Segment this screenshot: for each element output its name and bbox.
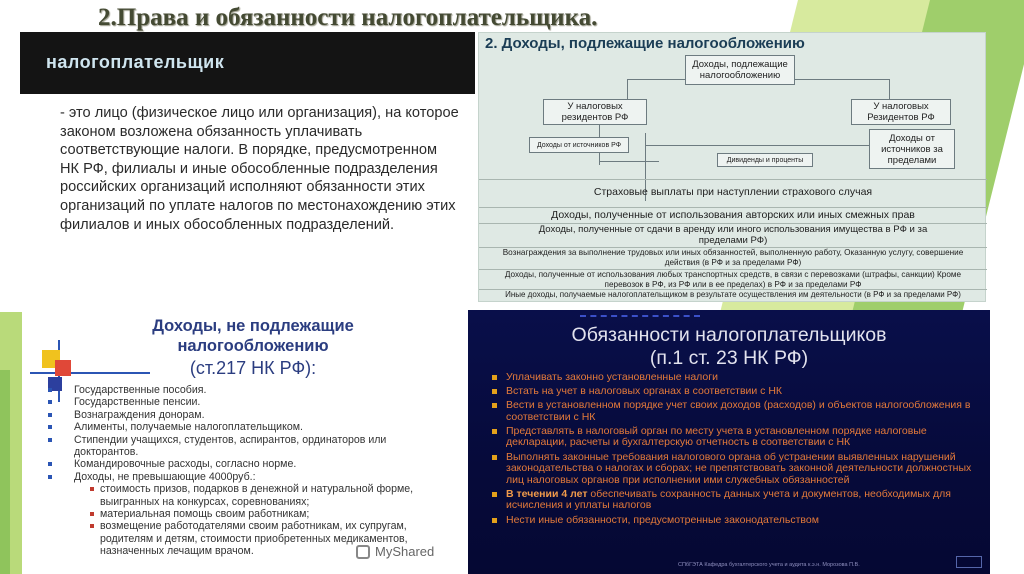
obligation-item [488,452,976,487]
sub-bullet-icon [90,487,94,491]
bullet-icon [492,403,497,408]
not-taxable-list [48,384,428,558]
sublist-item-text: стоимость призов, подарков в денежной и натуральной форме, выигранных на конкурсах, соревнованиях; [100,483,414,508]
list-item-text: Государственные пособия. [74,384,207,396]
list-item-text: Государственные пенсии. [74,396,201,409]
list-item-text: Алименты, получаемые налогоплательщиком. [74,421,303,434]
list-item-text: Командировочные расходы, согласно норме. [74,458,297,471]
sublist-item [74,508,428,520]
list-item [48,458,428,470]
bullet-icon [48,438,52,442]
bullet-icon [48,425,52,429]
sublist-item [74,483,428,508]
bullet-icon [48,388,52,392]
background-left-green-bar-dark [0,370,10,574]
decorative-square-red [55,360,71,376]
list-item [48,384,428,396]
diagram-row: Доходы, полученные от сдачи в аренду или иного использования имущества в РФ и за пределами РФ) [479,223,987,247]
obligation-item [488,489,976,512]
obligation-item [488,426,976,449]
decorative-dashes [580,315,700,319]
bullet-icon [492,455,497,460]
connector-line [889,79,890,101]
bullet-icon [48,400,52,404]
diagram-row: Вознаграждения за выполнение трудовых или иных обязанностей, выполненную работу, Оказанную услугу, совершение действия (в РФ и за пределами РФ) [479,247,987,269]
connector-line [645,145,870,146]
diagram-title: 2. Доходы, подлежащие налогообложению [485,35,805,52]
diagram-box-nonresidents: У налоговых Резидентов РФ [851,99,951,125]
connector-line [627,79,628,101]
not-taxable-title-line: Доходы, не подлежащие [152,317,354,335]
not-taxable-title [98,316,408,378]
diagram-row: Страховые выплаты при наступлении страхового случая [479,179,987,207]
taxable-income-diagram [478,32,986,302]
diagram-box-dividends: Дивиденды и проценты [717,153,813,167]
bullet-icon [48,475,52,479]
diagram-box-residents: У налоговых резидентов РФ [543,99,647,125]
footer-logo-icon [956,556,982,568]
bullet-icon [492,429,497,434]
myshared-logo-icon [356,545,370,559]
obligation-text: обеспечивать сохранность данных учета и документов, необходимых для исчисления и уплаты налогов [506,487,951,512]
watermark-text: MyShared [375,544,435,559]
obligations-title-article: (п.1 ст. 23 НК РФ) [649,347,809,369]
bullet-icon [48,462,52,466]
obligations-title-line: Обязанности налогоплательщиков [571,324,887,346]
diagram-row: Доходы, полученные от использования любых транспортных средств, в связи с перевозками (штрафы, санкции) Кроме перевозок в РФ, из РФ или в ее пределах) в РФ и за пределами РФ [479,269,987,291]
diagram-row: Иные доходы, получаемые налогоплательщиком в результате осуществления им деятельности (в РФ и за пределами РФ) [479,289,987,303]
watermark [356,544,434,559]
list-item [48,409,428,421]
obligation-text: Выполнять законные требования налогового органа об устранении выявленных нарушений законодательства о налогах и сборах; не препятствовать законной деятельности должностных лиц налоговых органов при исполнении ими служебных обязанностей [506,450,972,486]
obligations-footer: СПбГЭТА Кафедра бухгалтерского учета и аудита к.э.н. Морозова П.В. [678,562,860,568]
list-item-text: Стипендии учащихся, студентов, аспирантов, ординаторов или докторантов. [74,433,387,459]
diagram-box-sources-abroad: Доходы от источников за пределами [869,129,955,169]
definition-term: налогоплательщик [46,52,225,72]
sub-bullet-icon [90,524,94,528]
bullet-icon [492,492,497,497]
obligation-item [488,515,976,527]
obligation-text: Представлять в налоговый орган по месту учета в установленном порядке налоговые декларации, расчеты и бухгалтерскую отчетность в соответствии с НК [506,424,927,449]
list-item [48,396,428,408]
slide-title: 2.Права и обязанности налогоплательщика. [98,4,598,31]
list-item-text: Вознаграждения донорам. [74,408,205,421]
diagram-box-root: Доходы, подлежащие налогообложению [685,55,795,85]
list-item-text: Доходы, не превышающие 4000руб.: [74,470,256,483]
obligations-title [488,324,970,370]
bullet-icon [48,413,52,417]
diagram-box-sources-rf: Доходы от источников РФ [529,137,629,153]
bullet-icon [492,518,497,523]
obligation-item [488,372,976,384]
sub-bullet-icon [90,512,94,516]
obligation-item [488,386,976,398]
not-taxable-title-article: (ст.217 НК РФ): [189,358,317,378]
obligations-panel [468,310,990,574]
definition-header [20,32,475,94]
obligation-text: Нести иные обязанности, предусмотренные законодательством [506,513,819,526]
obligation-text: Уплачивать законно установленные налоги [506,371,718,383]
obligation-text: Вести в установленном порядке учет своих доходов (расходов) и объектов налогообложения в соответствии с НК [506,399,971,423]
bullet-icon [492,375,497,380]
obligation-text-emphasis: В течении 4 лет [506,487,588,500]
obligations-list [488,372,976,529]
sublist-item-text: материальная помощь своим работникам; [100,508,310,521]
list-item [48,434,428,459]
obligation-text: Встать на учет в налоговых органах в соответствии с НК [506,385,783,398]
diagram-row: Доходы, полученные от использования авторских или иных смежных прав [479,207,987,223]
bullet-icon [492,389,497,394]
definition-text: - это лицо (физическое лицо или организация), на которое законом возложена обязанность уплачивать соответствующие налоги. В порядке, предусмотренном НК РФ, филиалы и иные обособленные подразделения российских организаций исполняют обязанности этих организаций по уплате налогов по местонахождению этих филиалов и иных обособленных подразделений. [60,105,459,233]
connector-line [599,161,659,162]
not-taxable-title-line: налогообложению [177,337,329,355]
sublist-item-text: возмещение работодателями своим работникам, их супругам, родителям и детям, стоимости приобретенных медикаментов, назначенных лечащим врачом. [100,520,408,558]
list-item [48,421,428,433]
obligation-item [488,400,976,423]
